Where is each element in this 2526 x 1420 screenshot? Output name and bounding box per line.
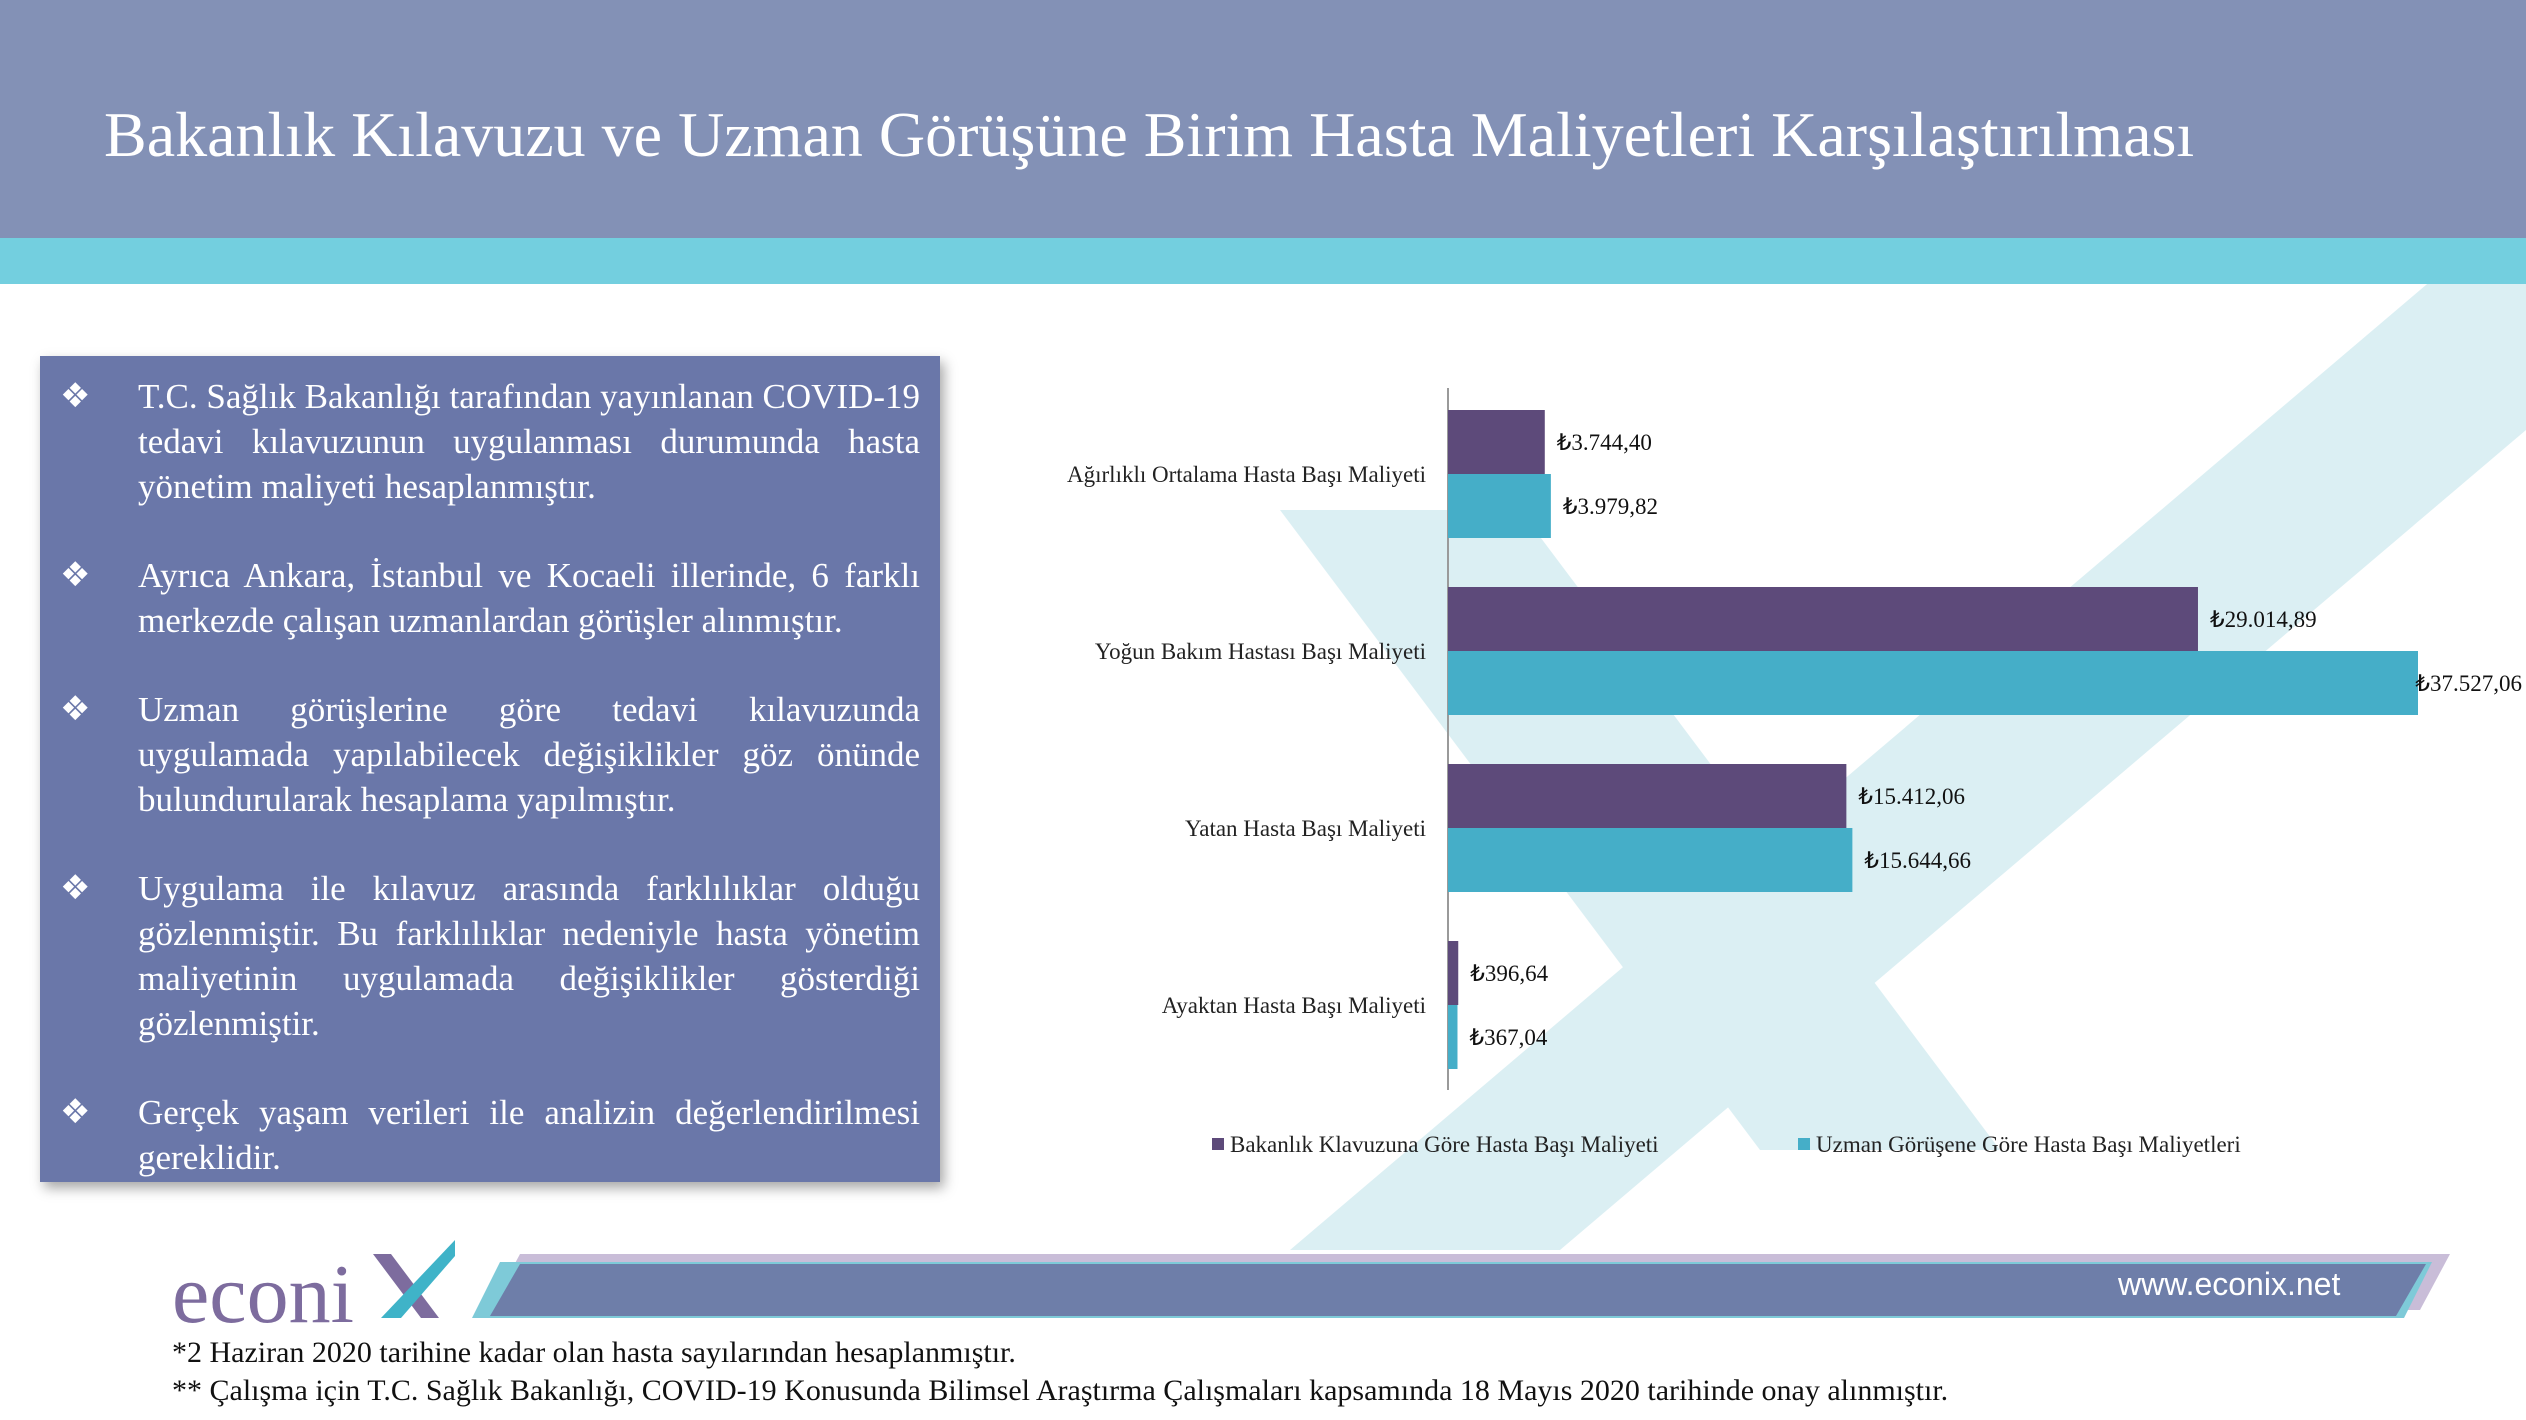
diamond-bullet-icon: ❖	[60, 689, 91, 729]
diamond-bullet-icon: ❖	[60, 868, 91, 908]
bullet-text: T.C. Sağlık Bakanlığı tarafından yayınlanan COVID-19 tedavi kılavuzunun uygulanması durumunda hasta yönetim maliyeti hesaplanmıştır.	[138, 377, 920, 506]
data-label: ₺37.527,06	[2415, 671, 2522, 696]
legend-swatch	[1212, 1138, 1224, 1150]
bullet-item	[60, 1090, 920, 1180]
data-label: ₺29.014,89	[2209, 607, 2317, 632]
data-label: ₺15.412,06	[1858, 784, 1966, 809]
website-url[interactable]: www.econix.net	[2118, 1266, 2341, 1302]
data-label: ₺367,04	[1469, 1025, 1548, 1050]
bar	[1448, 587, 2198, 651]
bar	[1448, 828, 1852, 892]
footnote-1: *2 Haziran 2020 tarihine kadar olan hasta sayılarından hesaplanmıştır.	[172, 1336, 1016, 1369]
category-label: Ayaktan Hasta Başı Maliyeti	[1161, 993, 1426, 1018]
bullet-item	[60, 866, 920, 1046]
cost-comparison-chart	[980, 360, 2526, 1180]
category-label: Yoğun Bakım Hastası Başı Maliyeti	[1094, 639, 1426, 664]
bullet-item	[60, 553, 920, 643]
diamond-bullet-icon: ❖	[60, 555, 91, 595]
header-banner	[0, 0, 2526, 238]
summary-textbox	[40, 356, 940, 1182]
page-title: Bakanlık Kılavuzu ve Uzman Görüşüne Birim Hasta Maliyetleri Karşılaştırılması	[104, 99, 2195, 170]
bullet-text: Uygulama ile kılavuz arasında farklılıklar olduğu gözlenmiştir. Bu farklılıklar nedeniyle hasta yönetim maliyetinin uygulamada değişiklikler gösterdiği gözlenmiştir.	[138, 869, 920, 1043]
bullet-text: Ayrıca Ankara, İstanbul ve Kocaeli illerinde, 6 farklı merkezde çalışan uzmanlardan görüşler alınmıştır.	[138, 556, 920, 640]
legend-swatch	[1798, 1138, 1810, 1150]
bullet-item	[60, 374, 920, 509]
logo-x-mark	[373, 1240, 455, 1330]
data-label: ₺15.644,66	[1864, 848, 1972, 873]
legend-label: Uzman Görüşene Göre Hasta Başı Maliyetleri	[1816, 1132, 2241, 1157]
bar	[1448, 474, 1551, 538]
bar	[1448, 1005, 1457, 1069]
logo-text: econi	[172, 1248, 354, 1341]
bullet-item	[60, 687, 920, 822]
diamond-bullet-icon: ❖	[60, 1092, 91, 1132]
category-label: Ağırlıklı Ortalama Hasta Başı Maliyeti	[1067, 462, 1426, 487]
bullet-text: Gerçek yaşam verileri ile analizin değerlendirilmesi gereklidir.	[138, 1093, 920, 1177]
data-label: ₺3.744,40	[1556, 430, 1652, 455]
footnote-2: ** Çalışma için T.C. Sağlık Bakanlığı, COVID-19 Konusunda Bilimsel Araştırma Çalışmaları kapsamında 18 Mayıs 2020 tarihinde onay alınmıştır.	[172, 1374, 1949, 1407]
header-accent-band	[0, 238, 2526, 284]
data-label: ₺396,64	[1470, 961, 1549, 986]
category-label: Yatan Hasta Başı Maliyeti	[1184, 816, 1426, 841]
bullet-text: Uzman görüşlerine göre tedavi kılavuzunda uygulamada yapılabilecek değişiklikler göz önünde bulundurularak hesaplama yapılmıştır.	[138, 690, 920, 819]
bar	[1448, 941, 1458, 1005]
diamond-bullet-icon: ❖	[60, 376, 91, 416]
bar	[1448, 651, 2418, 715]
data-label: ₺3.979,82	[1562, 494, 1659, 519]
legend-label: Bakanlık Klavuzuna Göre Hasta Başı Maliyeti	[1230, 1132, 1659, 1157]
bar	[1448, 764, 1846, 828]
bar	[1448, 410, 1545, 474]
